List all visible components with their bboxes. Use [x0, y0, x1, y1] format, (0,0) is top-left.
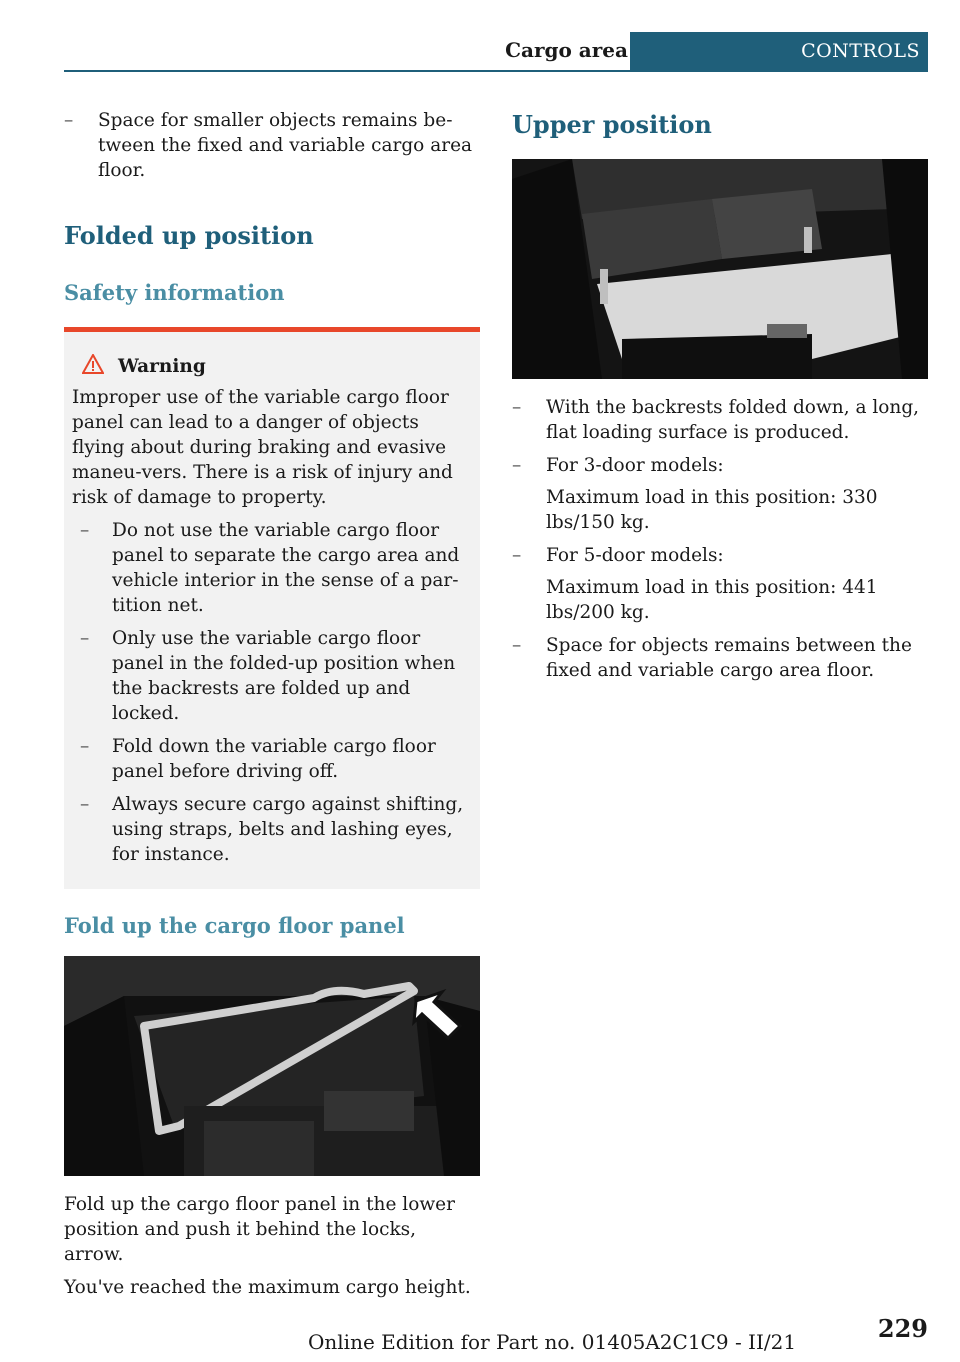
- list-item-detail: Maximum load in this position: 330 lbs/150 kg.: [546, 487, 878, 533]
- left-column: [64, 108, 480, 1308]
- right-column: [512, 108, 928, 691]
- fold-instruction-text: Fold up the cargo floor panel in the lower position and push it behind the locks, arrow.: [64, 1194, 455, 1265]
- warning-box: [64, 327, 480, 889]
- heading-fold-up: Fold up the cargo floor panel: [64, 913, 405, 938]
- list-item: – Do not use the variable cargo floor panel to separate the cargo area and vehicle interior in the sense of a par-tition net.: [72, 518, 472, 618]
- list-item: – Always secure cargo against shifting, using straps, belts and lashing eyes, for instance.: [72, 792, 472, 867]
- list-item: [512, 395, 928, 445]
- warning-header: [82, 354, 472, 379]
- list-item: [512, 453, 928, 535]
- upper-position-photo: [512, 159, 928, 379]
- edition-info: Online Edition for Part no. 01405A2C1C9 - II/21: [308, 1330, 797, 1354]
- page-number: 229: [877, 1314, 928, 1343]
- list-item: [512, 633, 928, 683]
- chapter-tab: CONTROLS: [630, 32, 928, 70]
- list-item: – Only use the variable cargo floor panel in the folded-up position when the backrests are folded up and locked.: [72, 626, 472, 726]
- heading-folded-up: Folded up position: [64, 221, 314, 250]
- list-item-text: With the backrests folded down, a long, flat loading surface is produced.: [546, 397, 920, 443]
- list-item: – Space for smaller objects remains be-tween the fixed and variable cargo area floor.: [64, 108, 480, 183]
- cargo-floor-fold-up-photo: [64, 956, 480, 1176]
- page-header: [64, 32, 928, 72]
- list-item-text: Space for objects remains between the fixed and variable cargo area floor.: [546, 635, 912, 681]
- list-item: [512, 543, 928, 625]
- section-title: Cargo area: [505, 38, 628, 62]
- heading-safety-information: Safety information: [64, 280, 285, 305]
- warning-title: Warning: [118, 356, 206, 377]
- list-item-detail: Maximum load in this position: 441 lbs/200 kg.: [546, 577, 878, 623]
- list-item-text: For 5-door models:: [546, 545, 724, 566]
- max-height-text: You've reached the maximum cargo height.: [64, 1277, 471, 1298]
- heading-upper-position: Upper position: [512, 110, 712, 139]
- list-item-text: For 3-door models:: [546, 455, 724, 476]
- upper-position-list: [512, 395, 928, 683]
- warning-triangle-icon: [82, 354, 104, 379]
- warning-text: Improper use of the variable cargo floor panel can lead to a danger of objects flying about during braking and evasive maneu-vers. There is a risk of injury and risk of damage to property.: [72, 387, 453, 508]
- list-item: – Fold down the variable cargo floor panel before driving off.: [72, 734, 472, 784]
- intro-list: [64, 108, 480, 183]
- warning-list: [72, 518, 472, 867]
